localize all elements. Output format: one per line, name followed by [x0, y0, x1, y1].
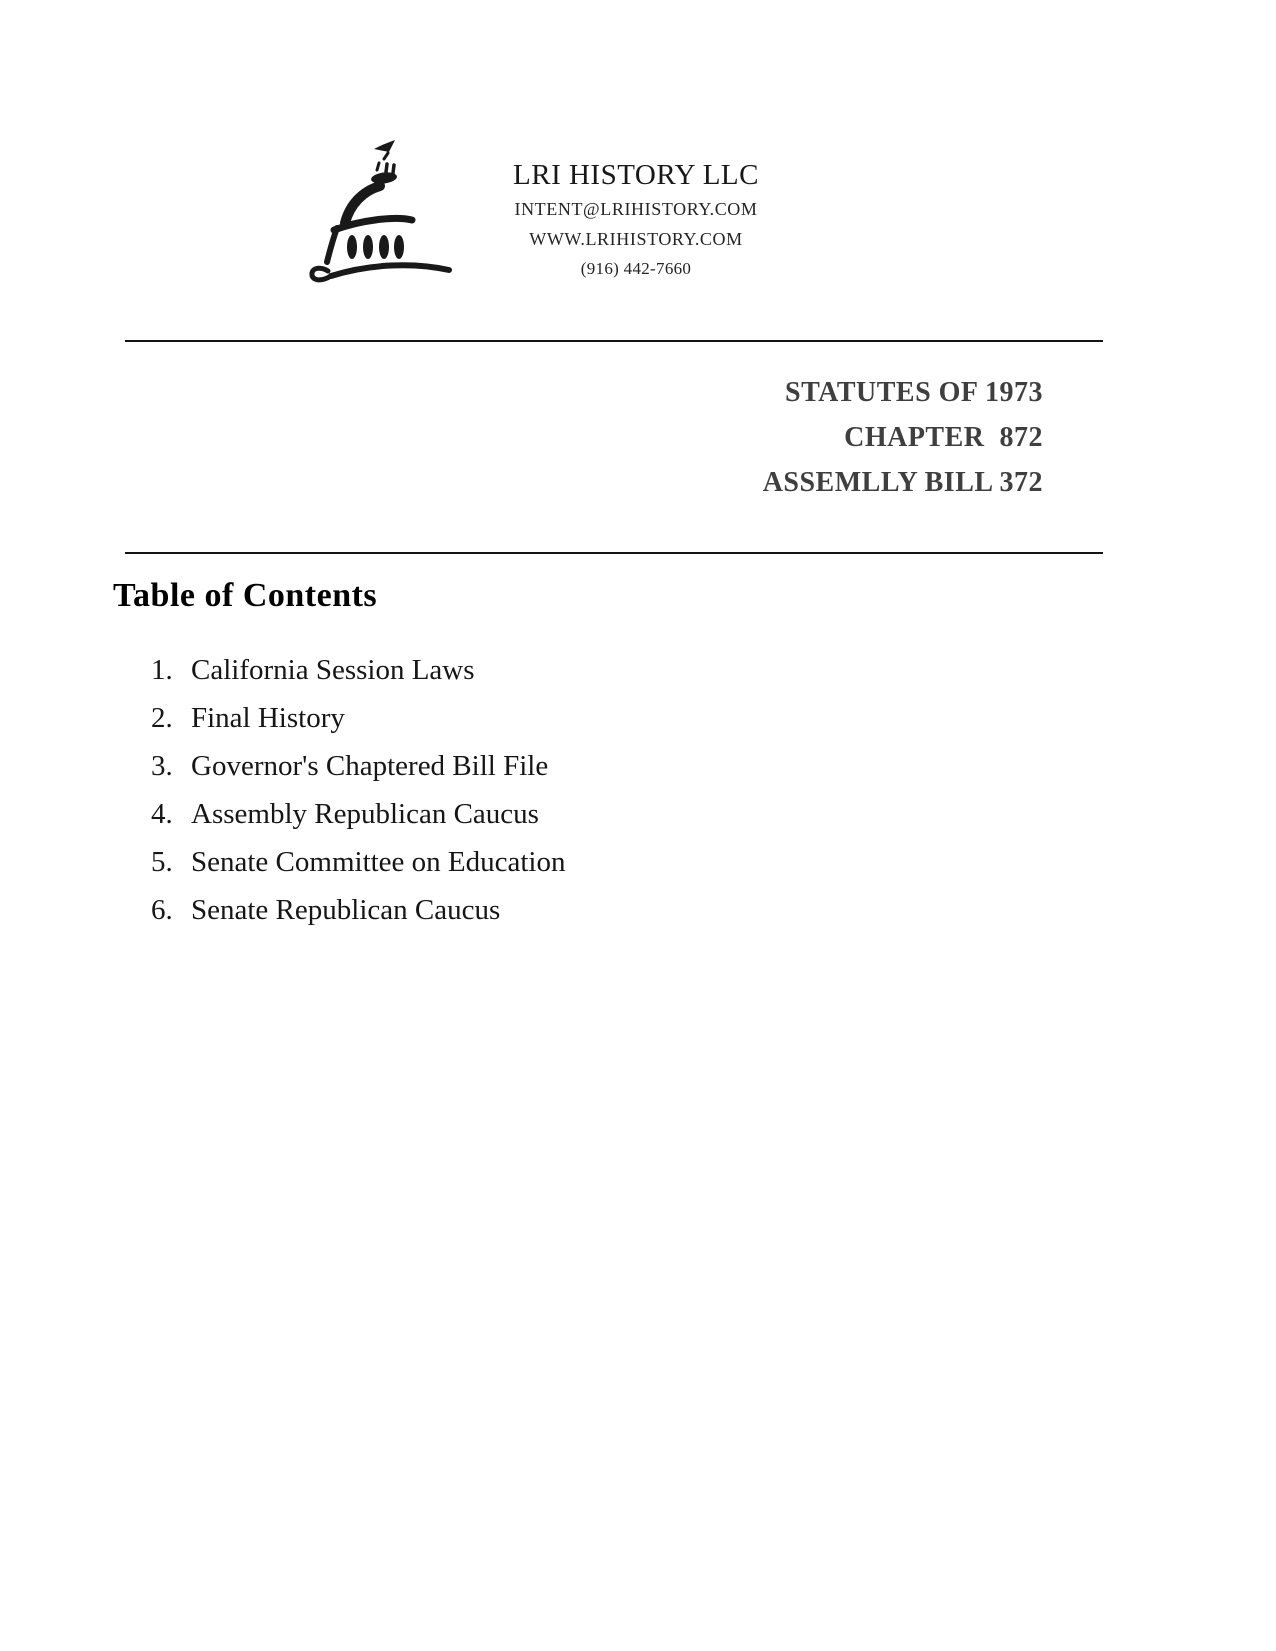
toc-heading: Table of Contents [113, 577, 378, 614]
toc-item [0, 694, 1100, 742]
toc-item-number: 2. [151, 702, 173, 734]
divider-top [125, 340, 1103, 342]
toc-item [0, 742, 1100, 790]
toc-item-number: 4. [151, 798, 173, 830]
toc-item-label: Governor's Chaptered Bill File [191, 750, 549, 782]
company-website: WWW.LRIHISTORY.COM [529, 229, 743, 249]
toc-item [0, 838, 1100, 886]
toc-item-label: Final History [191, 702, 345, 734]
toc-item-label: Senate Republican Caucus [191, 894, 501, 926]
company-phone: (916) 442-7660 [580, 259, 692, 278]
capitol-dome-logo-icon [303, 136, 455, 294]
toc-item-number: 5. [151, 846, 173, 878]
toc-item-label: California Session Laws [191, 654, 475, 686]
toc-item-number: 6. [151, 894, 173, 926]
letterhead [435, 156, 837, 284]
statutes-line-1: STATUTES OF 1973 [785, 377, 1043, 408]
toc-item [0, 646, 1100, 694]
toc-item [0, 790, 1100, 838]
company-email: INTENT@LRIHISTORY.COM [514, 199, 758, 219]
toc-item-label: Senate Committee on Education [191, 846, 566, 878]
statutes-title-block [763, 370, 1043, 505]
toc-list [0, 646, 1100, 934]
statutes-line-3: ASSEMLLY BILL 372 [762, 467, 1043, 498]
statutes-line-2: CHAPTER 872 [844, 422, 1043, 453]
company-name: LRI HISTORY LLC [513, 159, 759, 191]
divider-bottom [125, 552, 1103, 554]
toc-item-number: 1. [151, 654, 173, 686]
toc-item-label: Assembly Republican Caucus [191, 798, 539, 830]
toc-item [0, 886, 1100, 934]
toc-item-number: 3. [151, 750, 173, 782]
